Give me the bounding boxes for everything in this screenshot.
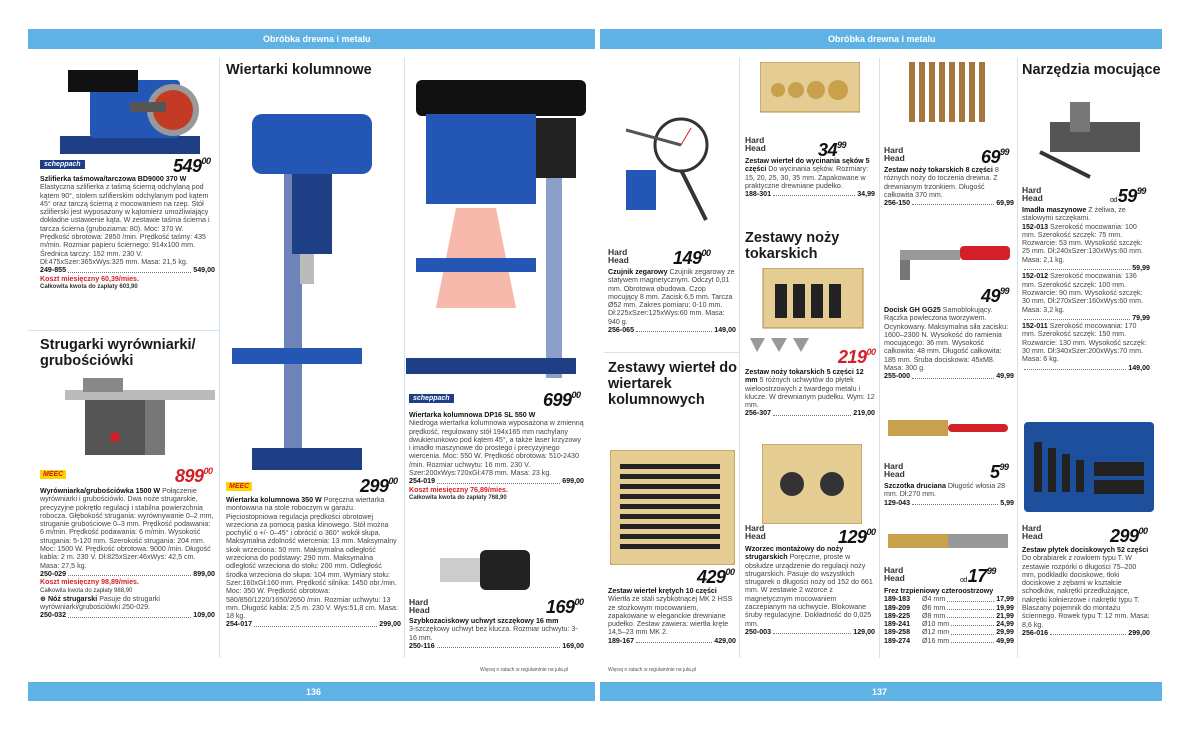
product-description: Poręczne, proste w obsłudze urządzenie do regulacji noży strugarskich. Pasuje do wszystkich strugarek o długości noży od 152 do 661 mm. W zestawie 2 wzorce z magnetycznym mocowaniem zaczepianym na uchwycie. Blokowane śruby regulacyjne. Dokładność do 0,025 mm.	[745, 553, 873, 628]
product-description: 8 różnych noży do toczenia drewna. Z drewnianym trzonkiem. Długość całkowita 370 mm.	[884, 166, 999, 199]
section-title-clamps: Narzędzia mocujące	[1022, 62, 1161, 78]
product-bd9000	[40, 175, 215, 291]
product-title: Szlifierka taśmowa/tarczowa BD9000 370 W	[40, 175, 187, 183]
brand-hardhead-logo: Hard Head	[1022, 523, 1043, 541]
column-divider	[404, 58, 405, 658]
drill-press-350w-image	[222, 108, 402, 478]
product-description: 5 różnych uchwytów do płytek wieloostrzowych z twardego metalu i klucze. W drewnianym pudełku. Wym: 12 mm.	[745, 376, 875, 410]
variant-row: 189-258 Ø12 mm 29,99	[884, 628, 1014, 637]
brand-hardhead-logo: Hard Head	[884, 461, 905, 479]
header-category-left: Obróbka drewna i metalu	[263, 34, 371, 44]
sku-line: 254-017 299,00	[226, 620, 401, 629]
brand-hardhead-logo: Hard Head	[745, 523, 766, 541]
price-vise: $od59^{99}$	[1110, 186, 1146, 206]
price-mountgauge: $129^{00}$	[838, 527, 876, 547]
product-drill350	[226, 496, 401, 629]
sku-line: 250-032 109,00	[40, 611, 215, 620]
sku-line: 188-301 34,99	[745, 190, 875, 199]
product-dp16	[409, 411, 584, 502]
product-lathe8	[884, 166, 1014, 207]
price-twistbits: $429^{00}$	[697, 567, 735, 587]
variant-row: 189-225 Ø8 mm 21,99	[884, 611, 1014, 620]
sku-line: 250-029 899,00	[40, 569, 215, 578]
brand-hardhead-logo: Hard Head	[1022, 185, 1043, 203]
accessory-title: ⊕ Nóż strugarski	[40, 594, 98, 603]
toggle-clamp-image	[890, 230, 1015, 290]
price-bd9000: $549^{00}$	[173, 156, 211, 176]
product-description: Samoblokujący. Rączka powleczona tworzywem. Ocynkowany. Maksymalna siła zacisku: 1600–2300 N. Wysokość do ramienia mocującego: 36 mm. Wysokość całkowita: 48 mm. Długość całkowita: 185 mm. Śruba dociskowa: 45xM8. Masa: 300 g.	[884, 306, 1009, 373]
sku-line: 129-043 5,99	[884, 498, 1014, 507]
product-description: Długość włosia 28 mm. Dł:270 mm.	[884, 482, 1006, 499]
section-title-bits: Zestawy wierteł do wiertarek kolumnowych	[608, 360, 737, 408]
footnote-left: Więcej o ratach w regulaminie na jula.pl	[480, 667, 569, 673]
brand-hardhead-logo: Hard Head	[409, 597, 430, 615]
column-divider	[1017, 58, 1018, 658]
brand-scheppach-logo: scheppach	[409, 394, 454, 403]
price-clamp: $49^{99}$	[981, 286, 1010, 306]
product-title: Wzorzec montażowy do noży strugarskich	[745, 545, 844, 562]
belt-disc-sander-image	[50, 62, 210, 162]
product-description: Niedroga wiertarka kolumnowa wyposażona w zmienną prędkość, regulowany stół 194x165 mm nachylany dwukierunkowo pod kątem 45°, a także laser krzyżowy i imadło maszynowe do prostego i precyzyjnego wiercenia. Moc: 550 W. Prędkość obrotowa: 510-2430 /min. Rozmiar uchwytu: 16 mm. 230 V. Szer:200xWys:720xGł:478 mm. Masa: 23 kg.	[409, 419, 584, 478]
price-endmill: $od17^{99}$	[960, 566, 996, 586]
price-forstner: $34^{99}$	[818, 140, 847, 160]
sku-line: 256-150 69,99	[884, 199, 1014, 208]
product-mountgauge	[745, 545, 875, 636]
sku-line: 254-019 699,00	[409, 477, 584, 486]
sku-line: 59,99	[1022, 264, 1150, 272]
monthly-cost: Koszt miesięczny 60,39/mies.	[40, 274, 139, 283]
sku-line: 250-003 129,00	[745, 627, 875, 636]
sku-line: 255-000 49,99	[884, 372, 1014, 381]
price-drill350: $299^{00}$	[360, 476, 398, 496]
variant-row: 189-274 Ø16 mm 49,99	[884, 636, 1014, 645]
total-cost: Całkowita kwota do zapłaty 603,90	[40, 283, 138, 290]
dial-indicator-image	[606, 100, 736, 230]
knife-setting-gauge-image	[762, 444, 862, 524]
price-brush: $5^{99}$	[990, 462, 1009, 482]
sku-line: 256-065 149,00	[608, 326, 736, 335]
page-number-right: 137	[872, 686, 888, 697]
machine-vise-image	[1030, 82, 1155, 182]
brand-hardhead-logo: Hard Head	[884, 145, 905, 163]
product-clamp	[884, 306, 1014, 381]
twist-drill-set-image	[610, 450, 735, 565]
sku-line: 256-016 299,00	[1022, 628, 1150, 637]
variant-row: 152-012 Szerokość mocowania: 136 mm. Szerokość szczęk: 100 mm. Rozwarcie: 90 mm. Wysokość szczęk: 30 mm. Dł:270xSzer:160xWys:60 mm. Masa: 3,2 kg.	[1022, 272, 1143, 314]
column-divider	[739, 58, 740, 658]
product-description: Do obrabiarek z rowkiem typu T. W zestawie rozpórki o długości 75–200 mm, podkładki dociskowe, tłoki dociskowe z zębami w kształcie schodków, nakrętki przedłużające, nakrętki kołnierzowe i nakrętki typu T. Blaszany pojemnik do montażu ściennego. Rowek typu T: 12 mm. Masa: 8,6 kg.	[1022, 554, 1150, 629]
product-chuck	[409, 617, 584, 650]
planer-thicknesser-image	[55, 372, 215, 462]
product-description: Czujnik zegarowy ze statywem magnetycznym. Odczyt 0,01 mm. Obrotowa obudowa. Czop mocujący 8 mm. Zacisk 6,5 mm. Tarcza Ø52 mm. Zakres pomiaru: 0-10 mm. Dł:225xSzer:125xWys:60 mm. Masa: 940 g.	[608, 268, 735, 326]
product-endmill	[884, 587, 1014, 645]
monthly-cost: Koszt miesięczny 98,89/mies.	[40, 578, 139, 587]
product-lathe12	[745, 368, 875, 418]
product-title: Czujnik zegarowy	[608, 268, 668, 276]
section-title-planers: Strugarki wyrówniarki/ grubościówki	[40, 337, 196, 369]
product-title: Zestaw noży tokarskich 8 części	[884, 166, 993, 174]
product-description: Elastyczna szlifierka z taśmą ścierną odchylaną pod kątem 90°, stołem szlifierskim odchylanym pod kątem 45° oraz tarczą ścierną z mocowaniem na rzep. Stół szlifierski jest wyposażony w kątomierz umożliwiający dokładne ustawienie kąta. W zestawie taśma ścierna i tarcza ścierna (gruboziarna: 80). Moc: 370 W. Prędkość obrotowa: 2850 /min. Prędkość taśmy: 435 m/min. Rozmiar papieru ściernego: 914x100 mm. Średnica tarczy: 152 mm. 230 V. Dł:475xSzer:365xWys:325 mm. Masa: 21,5 kg.	[40, 183, 210, 266]
brand-hardhead-logo: Hard Head	[884, 565, 905, 583]
product-planer	[40, 487, 215, 620]
product-title: Zestaw noży tokarskich 5 części 12 mm	[745, 368, 864, 385]
variant-row: 189-209 Ø6 mm 19,99	[884, 603, 1014, 612]
price-lathe8: $69^{99}$	[981, 147, 1010, 167]
total-cost: Całkowita kwota do zapłaty 988,90	[40, 587, 133, 594]
bullet-icon: ⊕	[40, 594, 46, 603]
brand-scheppach-logo: scheppach	[40, 160, 85, 169]
header-category-right: Obróbka drewna i metalu	[828, 34, 936, 44]
clamping-kit-image	[1024, 422, 1154, 512]
forstner-bit-set-image	[760, 62, 860, 132]
product-title: Zestaw płytek dociskowych 52 części	[1022, 546, 1149, 554]
sku-line: 149,00	[1022, 364, 1150, 372]
brand-meec-logo: MEEC	[40, 470, 66, 479]
product-title: Imadła maszynowe	[1022, 206, 1087, 214]
keyless-chuck-image	[430, 540, 550, 600]
header-bar-left	[28, 29, 595, 49]
drill-press-dp16-image	[406, 78, 596, 378]
wood-turning-chisels-image	[905, 62, 985, 142]
column-divider	[219, 58, 220, 658]
price-clampkit: $299^{00}$	[1110, 526, 1148, 546]
row-divider	[604, 352, 739, 353]
product-brush	[884, 482, 1014, 507]
sku-line: 256-307 219,00	[745, 409, 875, 418]
price-lathe12: $219^{00}$	[838, 347, 876, 367]
product-title: Wyrówniarka/grubościówka 1500 W	[40, 487, 161, 495]
footer-bar-right	[600, 682, 1162, 701]
product-description: Połączenie wyrówniarki i grubościówki. Dwa noże strugarskie, precyzyjne pokrętło regulacji i stabilna powierzchnia robocza. Głębokość strugania: wyrównywanie 0–2 mm, struganie grubościowe 0–3 mm. Prędkość podawania: 6 m/min. Prędkość podawania: 6 m/min. Wysokość strugania: 5-120 mm. Szerokość strugania: 204 mm. Moc: 1500 W. Prędkość obrotowa: 9000 /min. Długość kabla: 2 m. 230 V. Dł:825xSzer:46xWys: 42,5 cm. Masa: 27,5 kg.	[40, 487, 214, 570]
product-description: Poręczna wiertarka montowana na stole roboczym w garażu. Pięciostopniowa regulacja prędkości obrotowej wrzeciona za pomocą paska klinowego. Stół można pochylić o +/- 0–45° i obrócić o 360° wokół słupa. Maksymalna zdolność wiercenia: 13 mm. Maksymalny skok wrzeciona: 50 mm. Maksymalna odległość wrzeciona do podstawy: 290 mm. Maksymalna odległość wrzeciona do stołu: 200 mm. Odległość środka wrzeciona do słupa: 104 mm. Wymiary stołu: Szer:160xGł:160 mm. Prędkość silnika: 1450 obr./min. Moc: 350 W. Prędkość obrotowa: 580/850/1220/1650/2650 /min. Rozmiar uchwytu: 13 mm. Długość kabla: 2,5 m. 230 V. Wys:51,8 cm. Masa: 18 kg.	[226, 496, 398, 621]
section-title-drills: Wiertarki kolumnowe	[226, 62, 372, 78]
page-number-left: 136	[306, 686, 322, 697]
product-title: Wiertarka kolumnowa 350 W	[226, 496, 322, 504]
product-description: 3-szczękowy uchwyt bez klucza. Rozmiar uchwytu: 3-16 mm.	[409, 625, 578, 642]
sku-line: 189-167 429,00	[608, 636, 736, 645]
total-cost: Całkowita kwota do zapłaty 768,90	[409, 494, 507, 501]
brand-meec-logo: MEEC	[226, 482, 252, 491]
wire-brush-image	[884, 414, 1014, 444]
brand-hardhead-logo: Hard Head	[745, 135, 766, 153]
product-title: Szybkozaciskowy uchwyt szczękowy 16 mm	[409, 617, 559, 625]
price-dp16: $699^{00}$	[543, 390, 581, 410]
variant-row: 189-183 Ø4 mm 17,99	[884, 595, 1014, 604]
product-twistbits	[608, 587, 736, 645]
price-gauge: $149^{00}$	[673, 248, 711, 268]
product-description: Wiertła ze stali szybkotnącej MK 2 HSS ze stożkowym mocowaniem, zapakowane w eleganckie drewniane pudełko. Zestaw zawiera: wiertła kręte 14,5–23 mm MK 2.	[608, 595, 733, 637]
variant-row: 152-011 Szerokość mocowania: 170 mm. Szerokość szczęk: 150 mm. Rozwarcie: 130 mm. Wysokość szczęk: 30 mm. Dł:340xSzer:200xWys:70 mm. Masa: 6 kg.	[1022, 322, 1147, 364]
footer-bar-left	[28, 682, 595, 701]
product-description: Z żeliwa, ze stalowymi szczękami.	[1022, 206, 1126, 223]
product-vise	[1022, 206, 1150, 372]
product-title: Szczotka druciana	[884, 482, 946, 490]
price-planer: $899^{00}$	[175, 466, 213, 486]
product-title: Frez trzpieniowy czteroostrzowy	[884, 587, 994, 595]
end-mill-image	[884, 528, 1014, 554]
product-clampkit	[1022, 546, 1150, 637]
column-divider	[879, 58, 880, 658]
product-title: Wiertarka kolumnowa DP16 SL 550 W	[409, 411, 536, 419]
brand-hardhead-logo: Hard Head	[608, 247, 629, 265]
section-title-lathe-tools: Zestawy noży tokarskich	[745, 230, 840, 262]
monthly-cost: Koszt miesięczny 76,89/mies.	[409, 485, 508, 494]
product-title: Zestaw wierteł krętych 10 części	[608, 587, 717, 595]
accessory-description: Pasuje do strugarki wyrówniarki/grubościówki 250-029.	[40, 594, 160, 612]
variant-row: 189-241 Ø10 mm 24,99	[884, 620, 1014, 629]
sku-line: 250-116 169,00	[409, 641, 584, 650]
sku-line: 249-855 549,00	[40, 266, 215, 275]
row-divider	[28, 330, 219, 331]
header-bar-right	[600, 29, 1162, 49]
sku-line: 79,99	[1022, 314, 1150, 322]
variant-row: 152-013 Szerokość mocowania: 100 mm. Szerokość szczęk: 75 mm. Rozwarcie: 53 mm. Wysokość szczęk: 25 mm. Dł:240xSzer:130xWys:60 mm. Masa: 2,1 kg.	[1022, 222, 1143, 264]
product-title: Zestaw wierteł do wycinania sęków 5 części	[745, 157, 870, 174]
product-gauge	[608, 268, 736, 334]
footnote-right: Więcej o ratach w regulaminie na jula.pl	[608, 667, 697, 673]
product-description: Do wycinania sęków. Rozmiary: 15, 20, 25, 30, 35 mm. Zapakowane w praktyczne drewniane pudełko.	[745, 165, 869, 190]
product-forstner	[745, 157, 875, 198]
product-title: Docisk GH GG25	[884, 306, 941, 314]
price-chuck: $169^{00}$	[546, 597, 584, 617]
